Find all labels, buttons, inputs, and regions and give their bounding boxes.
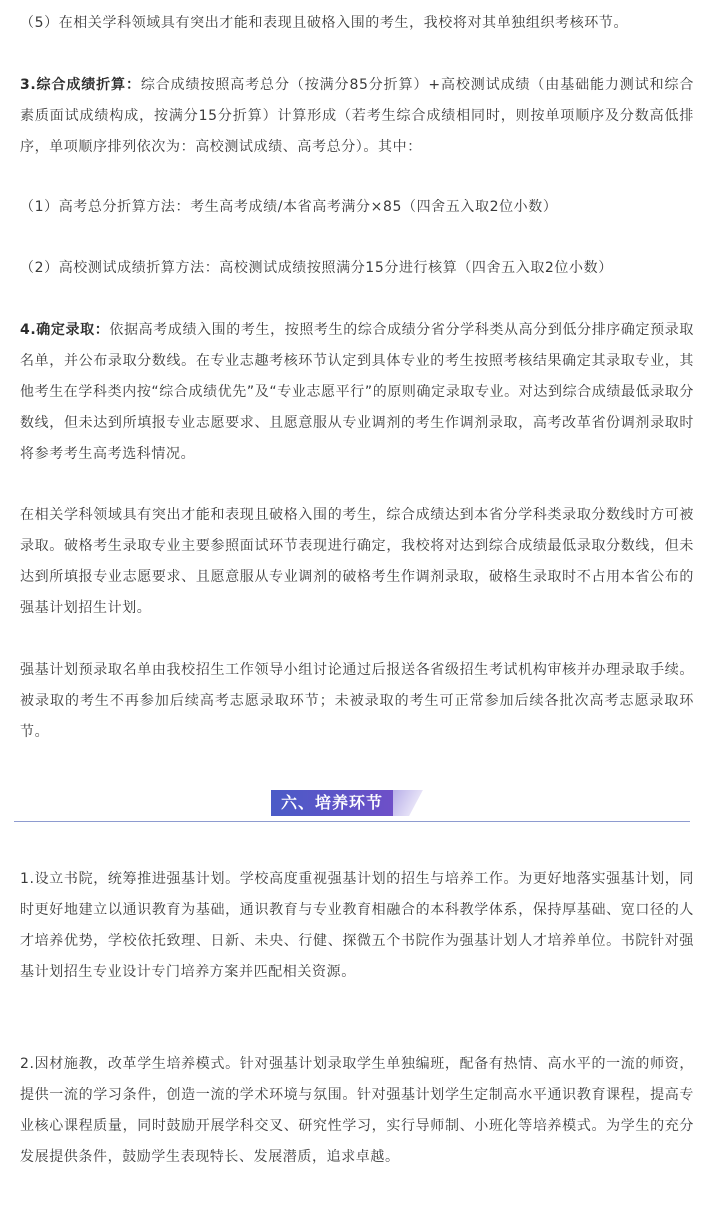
paragraph-heading: 3.综合成绩折算： xyxy=(20,77,141,93)
paragraph-text: （2）高校测试成绩折算方法：高校测试成绩按照满分15分进行核算（四舍五入取2位小数） xyxy=(20,260,613,276)
paragraph-text: （5）在相关学科领域具有突出才能和表现且破格入围的考生，我校将对其单独组织考核环节。 xyxy=(20,15,629,31)
section-header xyxy=(0,788,716,828)
paragraph-text: 1.设立书院，统筹推进强基计划。学校高度重视强基计划的招生与培养工作。为更好地落实强基计划，同时更好地建立以通识教育为基础，通识教育与专业教育相融合的本科教学体系，保持厚基础、宽口径的人才培养优势，学校依托致理、日新、未央、行健、探微五个书院作为强基计划人才培养单位。书院针对强基计划招生专业设计专门培养方案并匹配相关资源。 xyxy=(20,871,694,980)
paragraph-test-conversion xyxy=(20,253,694,284)
paragraph-pre-admission-list xyxy=(20,655,694,748)
paragraph-establish-academies xyxy=(20,864,694,988)
paragraph-exceptional-admission xyxy=(20,500,694,624)
paragraph-text: 依据高考成绩入围的考生，按照考生的综合成绩分省分学科类从高分到低分排序确定预录取名单，并公布录取分数线。在专业志趣考核环节认定到具体专业的考生按照考核结果确定其录取专业，其他考生在学科类内按“综合成绩优先”及“专业志愿平行”的原则确定录取专业。对达到综合成绩最低录取分数线，但未达到所填报专业志愿要求、且愿意服从专业调剂的考生作调剂录取，高考改革省份调剂录取时将参考考生高考选科情况。 xyxy=(20,322,694,462)
paragraph-text: 综合成绩按照高考总分（按满分85分折算）+高校测试成绩（由基础能力测试和综合素质面试成绩构成，按满分15分折算）计算形成（若考生综合成绩相同时，则按单项顺序及分数高低排序，单项顺序排列依次为：高校测试成绩、高考总分）。其中： xyxy=(20,77,694,155)
paragraph-heading: 4.确定录取： xyxy=(20,322,110,338)
paragraph-exceptional-candidates-assessment xyxy=(20,8,694,39)
paragraph-composite-score xyxy=(20,70,694,163)
paragraph-gaokao-conversion xyxy=(20,192,694,223)
paragraph-teaching-reform xyxy=(20,1049,694,1173)
paragraph-text: 在相关学科领域具有突出才能和表现且破格入围的考生，综合成绩达到本省分学科类录取分数线时方可被录取。破格考生录取专业主要参照面试环节表现进行确定，我校将对达到综合成绩最低录取分数线，但未达到所填报专业志愿要求、且愿意服从专业调剂的破格考生作调剂录取，破格生录取时不占用本省公布的强基计划招生计划。 xyxy=(20,507,694,616)
paragraph-text: （1）高考总分折算方法：考生高考成绩/本省高考满分×85（四舍五入取2位小数） xyxy=(20,199,558,215)
paragraph-admission-determination xyxy=(20,315,694,470)
section-title: 六、培养环节 xyxy=(280,793,383,812)
paragraph-text: 强基计划预录取名单由我校招生工作领导小组讨论通过后报送各省级招生考试机构审核并办理录取手续。被录取的考生不再参加后续高考志愿录取环节；未被录取的考生可正常参加后续各批次高考志愿录取环节。 xyxy=(20,662,694,740)
paragraph-text: 2.因材施教，改革学生培养模式。针对强基计划录取学生单独编班，配备有热情、高水平的一流的师资，提供一流的学习条件，创造一流的学术环境与氛围。针对强基计划学生定制高水平通识教育课程，提高专业核心课程质量，同时鼓励开展学科交叉、研究性学习，实行导师制、小班化等培养模式。为学生的充分发展提供条件，鼓励学生表现特长、发展潜质，追求卓越。 xyxy=(20,1056,694,1165)
section-divider-line xyxy=(14,821,690,822)
